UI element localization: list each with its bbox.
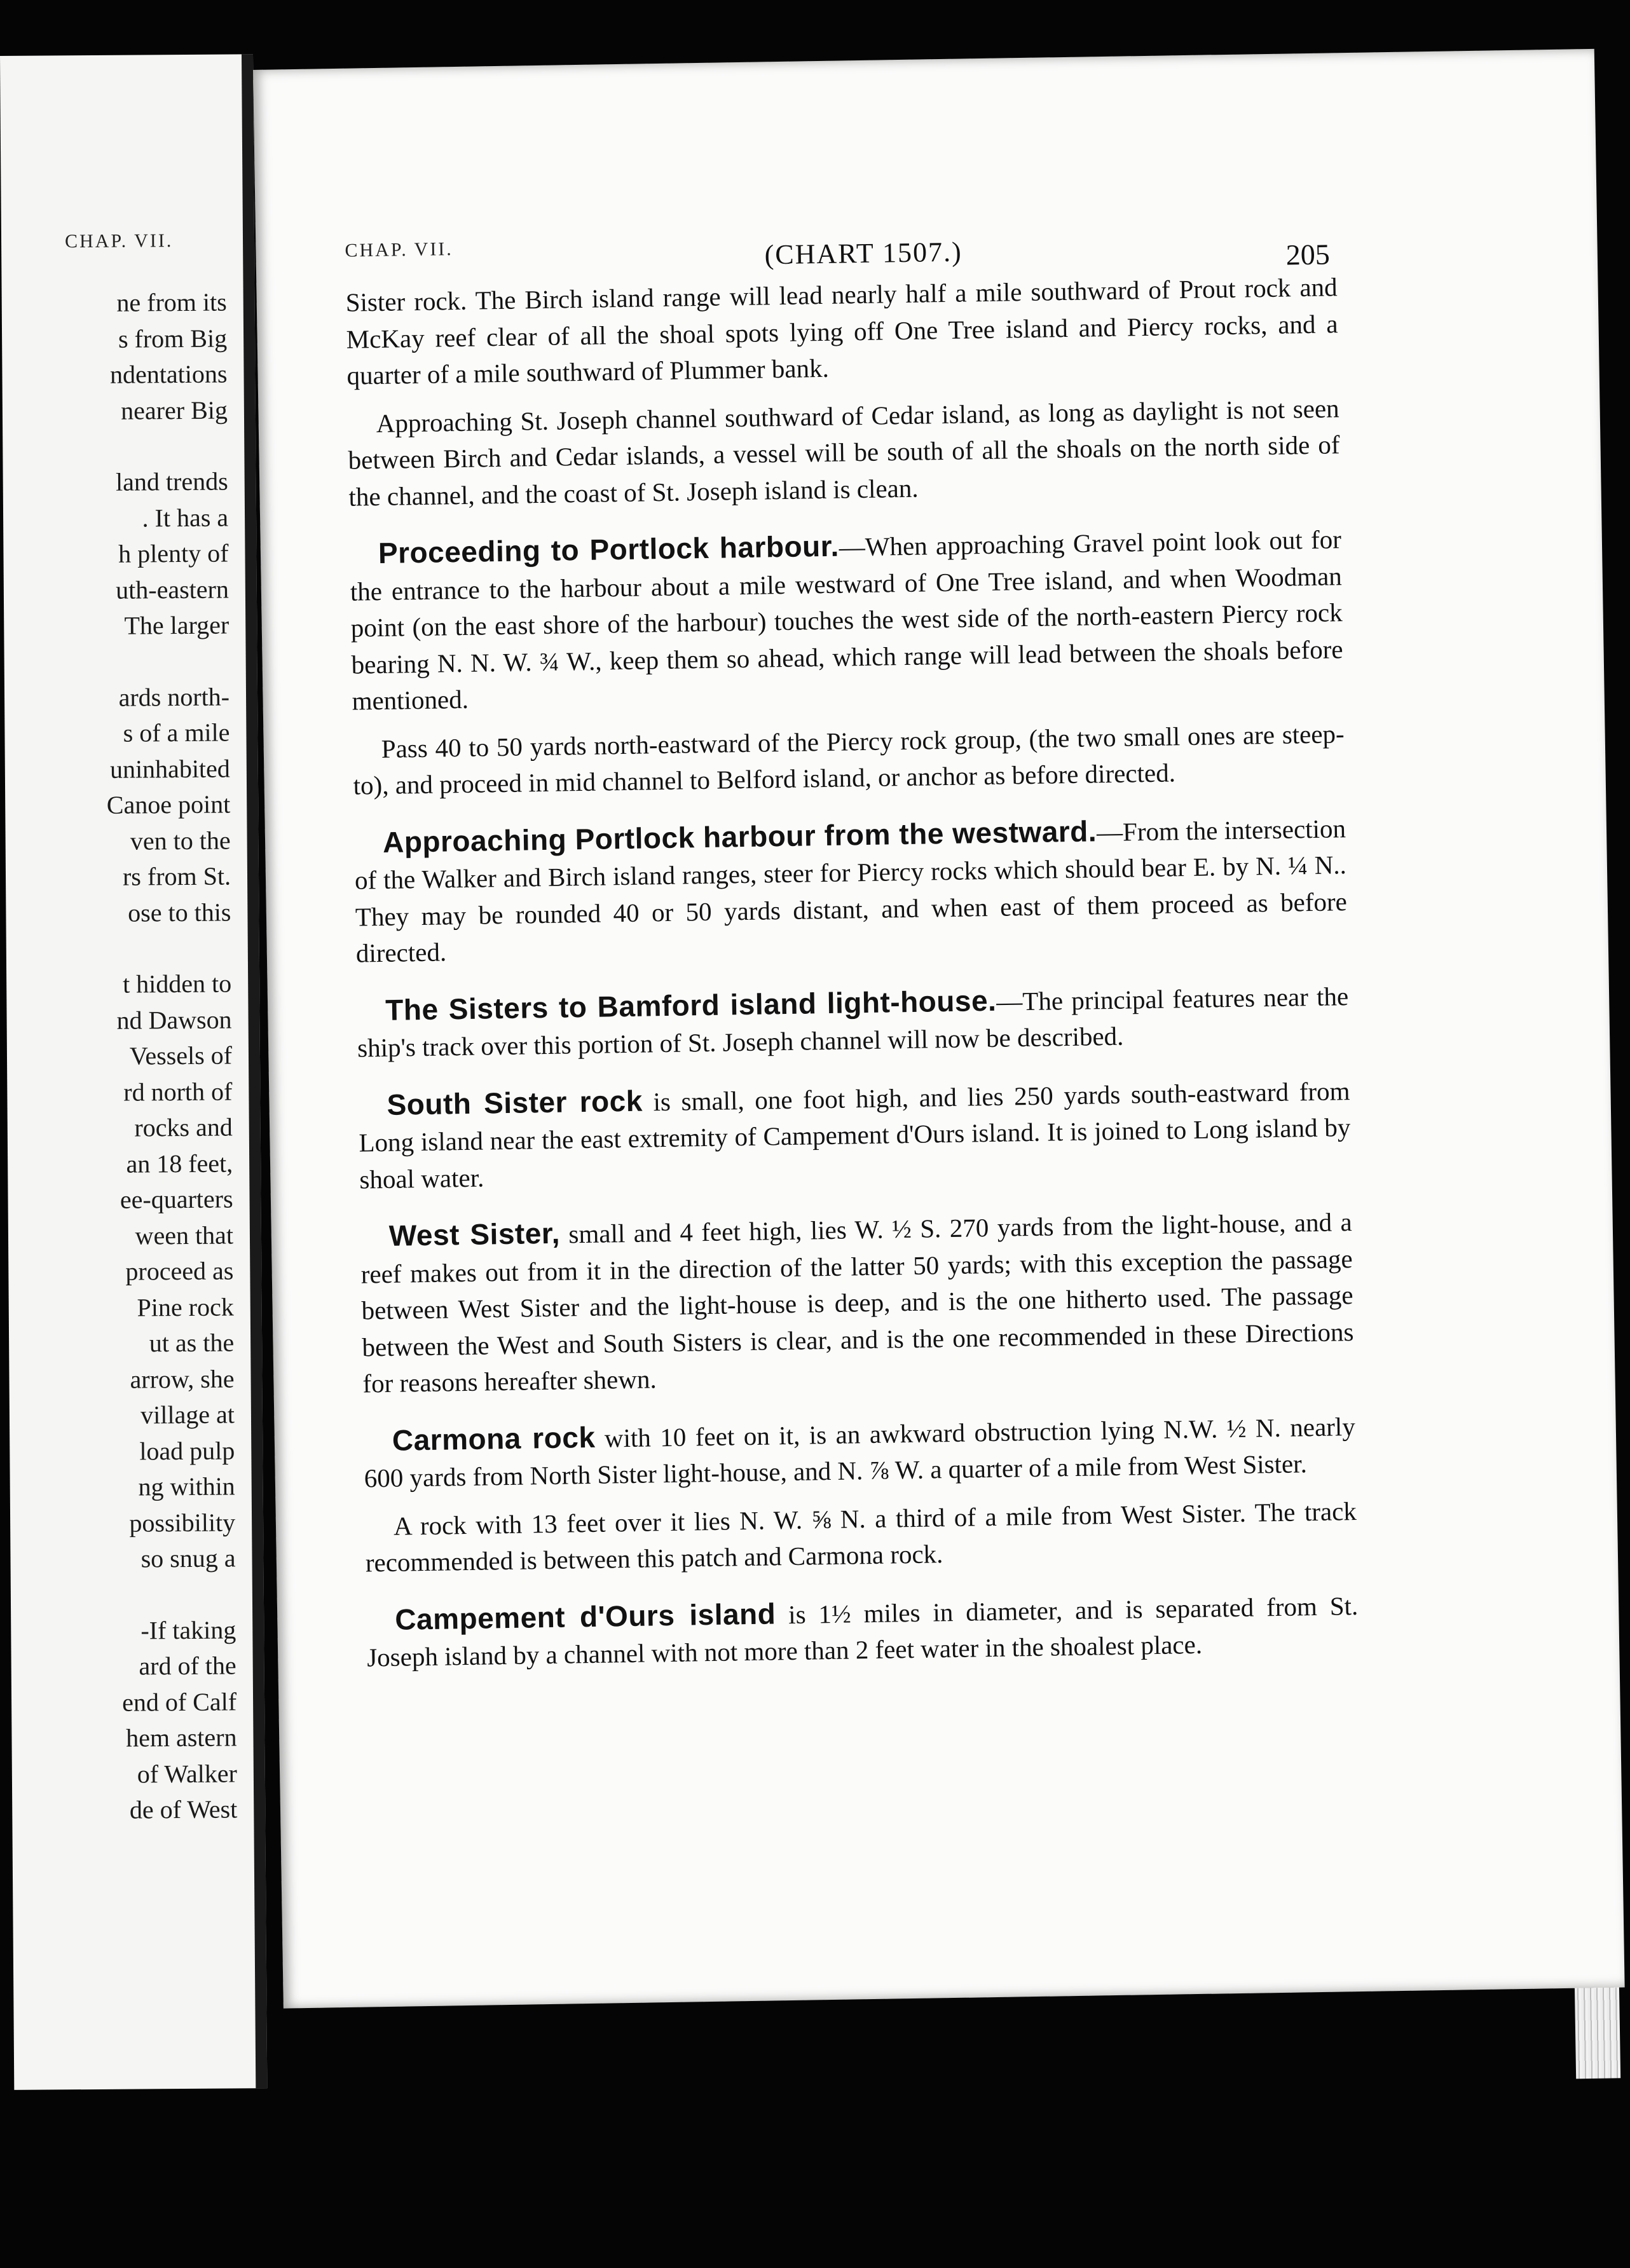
- paragraph: [352, 716, 1345, 804]
- facing-page-line: hem astern: [125, 1723, 237, 1752]
- paragraph: [365, 1493, 1358, 1581]
- facing-page-line: load pulp: [139, 1435, 235, 1466]
- paragraph-text: small and 4 feet high, lies W. ½ S. 270 yards from the light-house, and a reef makes out from it in the direction of the latter 50 yards; with this exception the passage between West Sister and the light-house is deep, and is the one hitherto used. The passage between the West and South Sisters is clear, and is the one recommended in these Directions for reasons hereafter shewn.: [360, 1207, 1354, 1398]
- facing-page-running-head: CHAP. VII.: [64, 230, 174, 252]
- line-gap: [15, 930, 231, 967]
- paragraph: [345, 269, 1339, 394]
- facing-page-line: s of a mile: [123, 718, 230, 748]
- section-heading: Approaching Portlock harbour from the westward.: [382, 814, 1097, 859]
- facing-page-line: ose to this: [128, 897, 231, 927]
- facing-page-line: rs from St.: [122, 861, 231, 891]
- paragraph-text: is 1½ miles in diameter, and is separated from St. Joseph island by a channel with not more than 2 feet water in the shoalest place.: [366, 1590, 1359, 1672]
- facing-page-line: rd north of: [123, 1076, 233, 1107]
- paragraph: [350, 520, 1344, 720]
- facing-page-line: ng within: [138, 1472, 235, 1501]
- facing-page-line: so snug a: [140, 1543, 236, 1573]
- facing-page-line: Vessels of: [129, 1041, 233, 1070]
- line-gap: [20, 1576, 236, 1613]
- paragraph: [360, 1203, 1354, 1402]
- facing-page-line: nearer Big: [121, 395, 228, 425]
- facing-page-line: t hidden to: [122, 969, 232, 999]
- page-number: 205: [1285, 238, 1331, 271]
- facing-page-line: The larger: [124, 610, 229, 640]
- paragraph-text: —From the intersection of the Walker and Birch island ranges, steer for Piercy rocks which should bear E. by N. ¼ N.. They may be rounded 40 or 50 yards distant, and when east of them proceed as before directed.: [354, 813, 1348, 968]
- facing-page-line: uth-eastern: [116, 575, 229, 605]
- paragraph-text: —The principal features near the ship's track over this portion of St. Joseph channel will now be described.: [357, 981, 1349, 1063]
- paragraph-text: Pass 40 to 50 yards north-eastward of the Piercy rock group, (the two small ones are steep-to), and proceed in mid channel to Belford island, or anchor as before directed.: [353, 718, 1345, 800]
- facing-page-line: ut as the: [149, 1328, 235, 1358]
- facing-page-line: of Walker: [137, 1758, 238, 1789]
- facing-page-line: proceed as: [125, 1256, 234, 1286]
- facing-page-line: ard of the: [139, 1651, 236, 1681]
- paragraph-text: with 10 feet on it, is an awkward obstruction lying N.W. ½ N. nearly 600 yards from North Sister light-house, and N. ⅞ W. a quarter of a mile from West Sister.: [364, 1411, 1356, 1493]
- paragraph-text: Sister rock. The Birch island range will lead nearly half a mile southward of Prout rock and McKay reef clear of all the shoal spots lying off One Tree island and Piercy rocks, and a quarter of a mile southward of Plummer bank.: [345, 272, 1338, 390]
- paragraph: [347, 390, 1341, 516]
- facing-page-line: end of Calf: [121, 1686, 237, 1717]
- facing-page-line: ards north-: [118, 682, 230, 712]
- facing-page-line: arrow, she: [130, 1363, 235, 1394]
- facing-page-line: ndentations: [109, 359, 228, 389]
- paragraph: [363, 1407, 1356, 1497]
- facing-page-line: h plenty of: [118, 538, 229, 568]
- facing-page-line: s from Big: [118, 324, 228, 353]
- paragraph-text: A rock with 13 feet over it lies N. W. ⅝ N. a third of a mile from West Sister. The track recommended is between this patch and Carmona rock.: [365, 1496, 1357, 1578]
- line-gap: [13, 643, 229, 680]
- paragraph: [358, 1072, 1352, 1198]
- facing-page-line: rocks and: [134, 1112, 233, 1142]
- line-gap: [11, 428, 228, 465]
- facing-page-line: village at: [140, 1400, 235, 1430]
- facing-page-line: ven to the: [130, 825, 231, 856]
- section-heading: South Sister rock: [387, 1084, 643, 1121]
- running-head-chart: (CHART 1507.): [764, 236, 963, 271]
- facing-page-line: -If taking: [140, 1615, 236, 1645]
- paragraph: [366, 1587, 1359, 1676]
- book-page: [253, 49, 1625, 2009]
- facing-page-line: de of West: [129, 1794, 238, 1824]
- section-heading: Carmona rock: [392, 1420, 596, 1457]
- facing-page-line: possibility: [129, 1507, 236, 1538]
- facing-page-line: land trends: [115, 467, 228, 496]
- section-heading: West Sister,: [388, 1216, 561, 1252]
- paragraph: [354, 809, 1348, 972]
- section-heading: The Sisters to Bamford island light-house.: [385, 983, 997, 1027]
- facing-page-line: Pine rock: [137, 1292, 234, 1322]
- facing-page-text: [11, 285, 238, 1829]
- facing-page-line: . It has a: [142, 503, 229, 532]
- facing-page-line: ee-quarters: [120, 1184, 233, 1214]
- facing-page-line: an 18 feet,: [126, 1148, 233, 1178]
- facing-page-line: Canoe point: [106, 789, 231, 819]
- facing-page-line: uninhabited: [109, 754, 230, 784]
- facing-page: [0, 54, 267, 2090]
- running-head-chapter: CHAP. VII.: [345, 238, 454, 261]
- paragraph-text: is small, one foot high, and lies 250 yards south-eastward from Long island near the east extremity of Campement d'Ours island. It is joined to Long island by shoal water.: [359, 1076, 1351, 1194]
- section-heading: Proceeding to Portlock harbour.: [378, 529, 840, 570]
- facing-page-line: nd Dawson: [116, 1004, 232, 1035]
- facing-page-line: ne from its: [116, 287, 227, 317]
- paragraph-text: —When approaching Gravel point look out for the entrance to the harbour about a mile westward of One Tree island, and when Woodman point (on the east shore of the harbour) touches the west side of the north-eastern Piercy rock bearing N. N. W. ¾ W., keep them so ahead, which range will lead between the shoals before mentioned.: [350, 524, 1343, 716]
- paragraph: [357, 977, 1350, 1067]
- section-heading: Campement d'Ours island: [394, 1596, 776, 1636]
- paragraph-text: Approaching St. Joseph channel southward of Cedar island, as long as daylight is not seen between Birch and Cedar islands, a vessel will be south of all the shoals on the north side of the channel, and the coast of St. Joseph island is clean.: [348, 393, 1340, 512]
- page-body: [345, 269, 1359, 1688]
- facing-page-line: ween that: [135, 1220, 234, 1250]
